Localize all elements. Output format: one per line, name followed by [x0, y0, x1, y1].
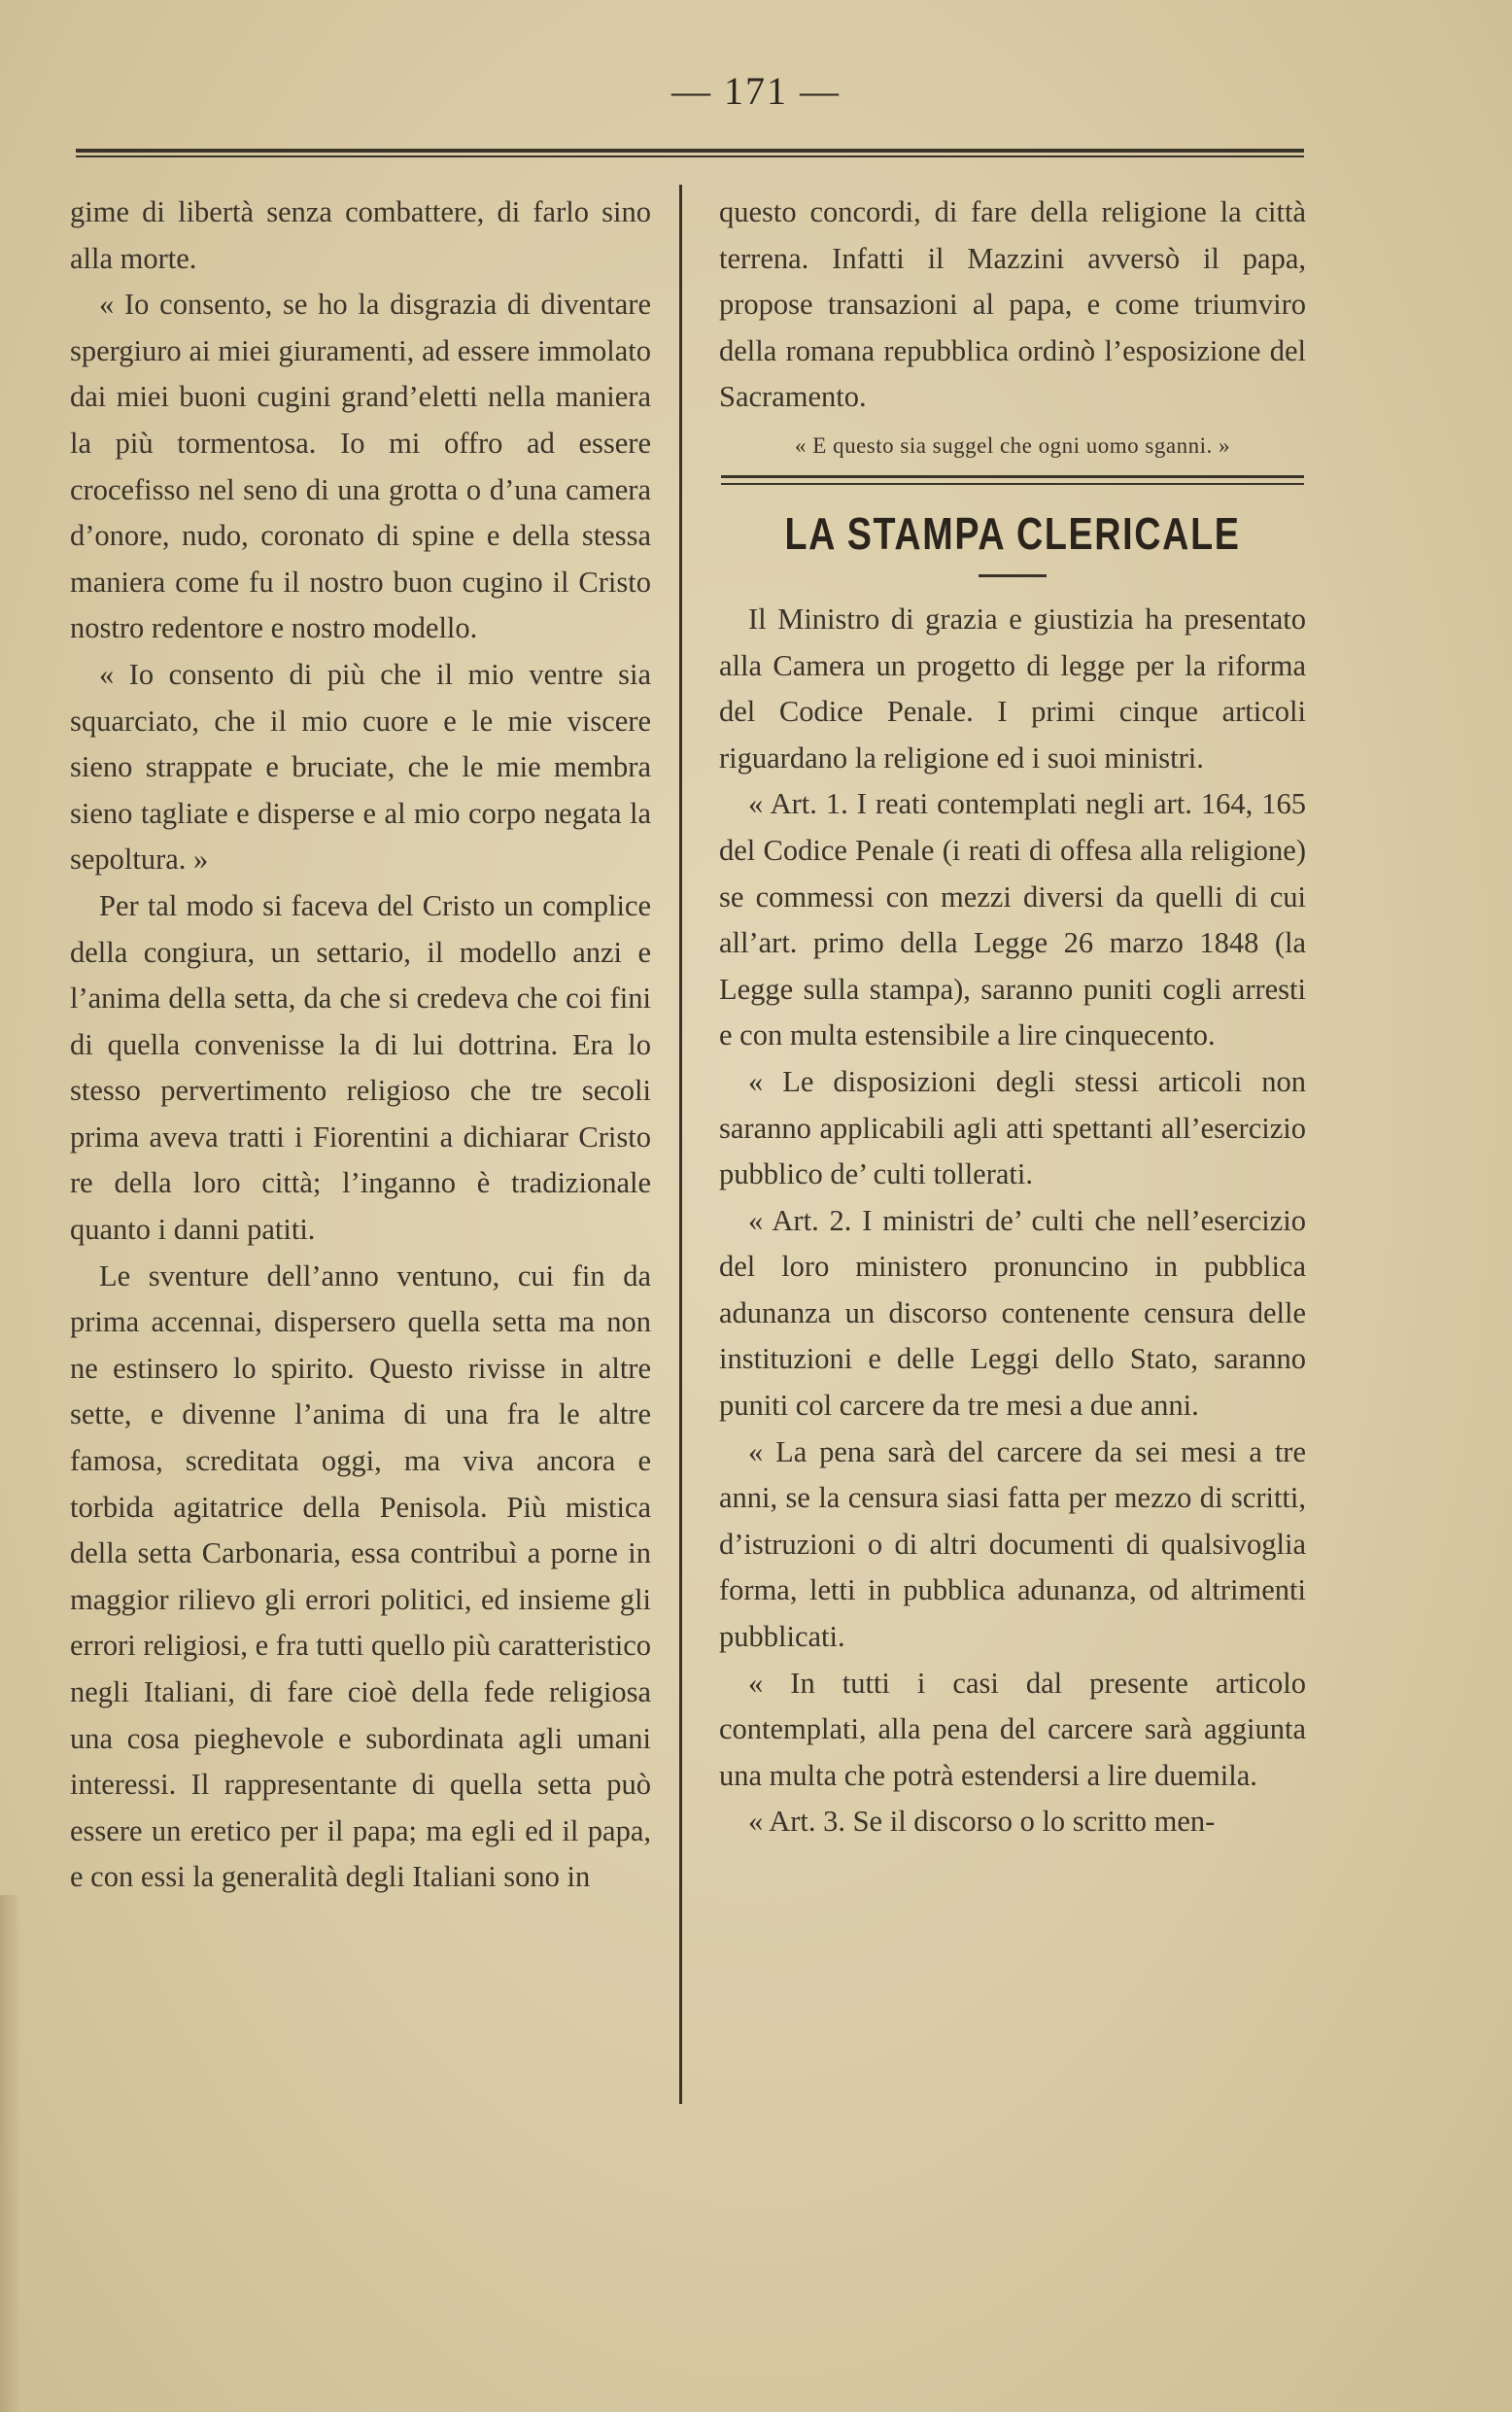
paragraph: gime di libertà senza combattere, di farlo sino alla morte. — [70, 195, 651, 275]
section-rule — [721, 475, 1304, 485]
page-edge-shadow — [0, 1895, 21, 2412]
paragraph: « Art. 1. I reati contemplati negli art. 164, 165 del Codice Penale (i reati di offesa alla religione) se commessi con mezzi diversi da quelli di cui all’art. primo della Legge 26 marzo 1848 (la Legge sulla stampa), saranno puniti cogli arresti e con multa estensibile a lire cinquecento. — [719, 787, 1306, 1052]
paragraph: « La pena sarà del carcere da sei mesi a tre anni, se la censura siasi fatta per mezzo di scritti, d’istruzioni o di altri documenti di qualsivoglia forma, letti in pubblica adunanza, od altrimenti pubblicati. — [719, 1434, 1306, 1654]
left-column — [70, 190, 651, 1901]
paragraph: « In tutti i casi dal presente articolo contemplati, alla pena del carcere sarà aggiunta una multa che potrà estendersi a lire duemila. — [719, 1666, 1306, 1792]
paragraph: Per tal modo si faceva del Cristo un complice della congiura, un settario, il modello anzi e l’anima della setta, da che si credeva che coi fini di quella convenisse la di lui dottrina. Era lo stesso pervertimento religioso che tre secoli prima aveva tratti i Fiorentini a dichiarar Cristo re della loro città; l’inganno è tradizionale quanto i danni patiti. — [70, 888, 651, 1247]
article-heading: LA STAMPA CLERICALE — [784, 507, 1241, 559]
header-rule — [76, 149, 1304, 157]
paragraph: Le sventure dell’anno ventuno, cui fin da prima accennai, dispersero quella setta ma non ne estinsero lo spirito. Questo rivisse in altre sette, e divenne l’anima di una fra le altre famosa, screditata oggi, ma viva ancora e torbida agitatrice della Penisola. Più mistica della setta Carbonaria, essa contribuì a porne in maggior rilievo gli errori politici, ed insieme gli errori religiosi, e fra tutti quello più caratteristico negli Italiani, di fare cioè della fede religiosa una cosa pieghevole e subordinata agli umani interessi. Il rappresentante di quella setta può essere un eretico per il papa; ma egli ed il papa, e con essi la generalità degli Italiani sono in — [70, 1258, 651, 1894]
paragraph: « Le disposizioni degli stessi articoli non saranno applicabili agli atti spettanti all’esercizio pubblico de’ culti tollerati. — [719, 1064, 1306, 1191]
heading-underline — [979, 574, 1047, 577]
paragraph: Il Ministro di grazia e giustizia ha presentato alla Camera un progetto di legge per la riforma del Codice Penale. I primi cinque articoli riguardano la religione ed i suoi ministri. — [719, 602, 1306, 775]
paragraph: « Art. 3. Se il discorso o lo scritto men- — [748, 1805, 1216, 1839]
paragraph: questo concordi, di fare della religione la città terrena. Infatti il Mazzini avversò il papa, propose transazioni al papa, e come triumviro della romana repubblica ordinò l’esposizione del Sacramento. — [719, 195, 1306, 414]
article-body — [719, 597, 1306, 1845]
paragraph: « Io consento, se ho la disgrazia di diventare spergiuro ai miei giuramenti, ad essere immolato dai miei buoni cugini grand’eletti nella maniera la più tormentosa. Io mi offro ad essere crocefisso nel seno di una grotta o d’una camera d’onore, nudo, coronato di spine e della stessa maniera come fu il nostro buon cugino il Cristo nostro redentore e nostro modello. — [70, 288, 651, 645]
paragraph: « Art. 2. I ministri de’ culti che nell’esercizio del loro ministero pronuncino in pubblica adunanza un discorso contenente censura delle instituzioni e delle Leggi dello Stato, saranno puniti col carcere da tre mesi a due anni. — [719, 1203, 1306, 1423]
column-divider — [679, 185, 682, 2104]
page-number: — 171 — — [671, 69, 841, 113]
right-column — [719, 190, 1306, 1845]
epigraph: « E questo sia suggel che ogni uomo sganni. » — [795, 432, 1230, 458]
paragraph: « Io consento di più che il mio ventre sia squarciato, che il mio cuore e le mie viscere sieno strappate e bruciate, che le mie membra sieno tagliate e disperse e al mio corpo negata la sepoltura. » — [70, 657, 651, 877]
